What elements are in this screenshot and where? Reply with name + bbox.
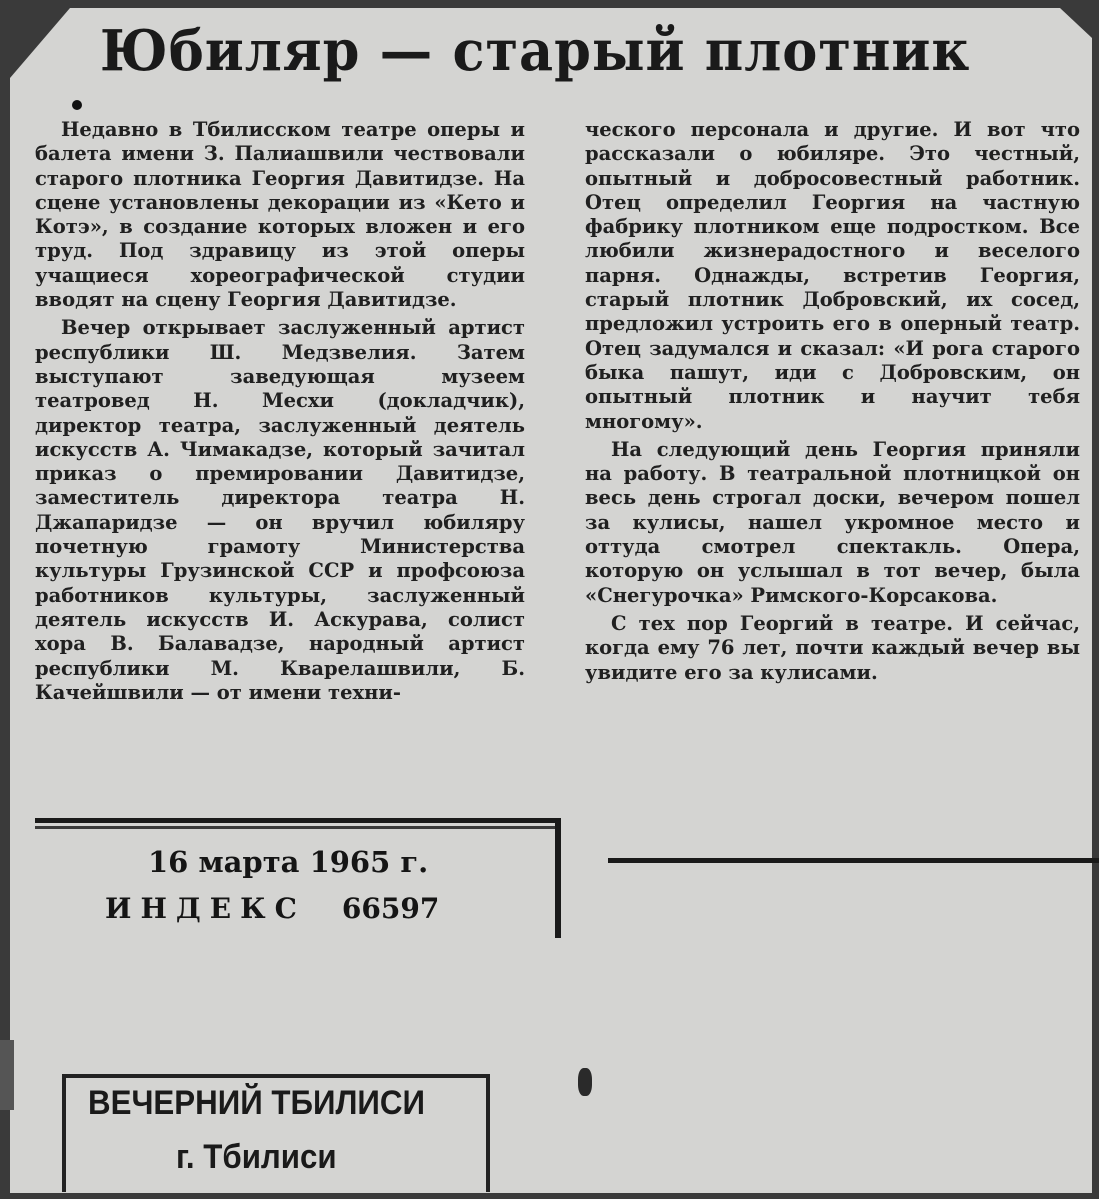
column-rule-left: [35, 818, 555, 823]
ink-smudge: [578, 1068, 592, 1096]
stamp-city: г. Тбилиси: [176, 1138, 337, 1176]
stamp-newspaper-name: ВЕЧЕРНИЙ ТБИЛИСИ: [88, 1084, 425, 1122]
index-number: 66597: [341, 892, 440, 925]
index-label: ИНДЕКС: [105, 892, 306, 925]
right-column: [585, 118, 1080, 685]
column-rule-left-secondary: [35, 826, 555, 829]
right-paragraph-3: С тех пор Георгий в театре. И сейчас, когда ему 76 лет, почти каждый вечер вы увидите его за кулисами.: [585, 611, 1080, 684]
bullet-dot: [72, 100, 82, 110]
column-rule-right: [608, 858, 1099, 863]
left-column: [35, 118, 525, 705]
column-rule-vertical: [555, 818, 561, 938]
right-paragraph-2: На следующий день Георгия приняли на работу. В театральной плотницкой он весь день строгал доски, вечером пошел за кулисы, нашел укромное место и оттуда смотрел спектакль. Опера, которую он услышал в тот вечер, была «Снегурочка» Римского-Корсакова.: [585, 437, 1080, 607]
publication-date: 16 марта 1965 г.: [148, 845, 429, 879]
left-paragraph-2: Вечер открывает заслуженный артист республики Ш. Медзвелия. Затем выступают заведующая музеем театровед Н. Месхи (докладчик), директор театра, заслуженный деятель искусств А. Чимакадзе, который зачитал приказ о премировании Давитидзе, заместитель директора театра Н. Джапаридзе — он вручил юбиляру почетную грамоту Министерства культуры Грузинской ССР и профсоюза работников культуры, заслуженный деятель искусств И. Аскурава, солист хора В. Балавадзе, народный артист республики М. Кварелашвили, Б. Качейшвили — от имени техни-: [35, 316, 525, 704]
scan-edge-shadow: [0, 1040, 14, 1110]
left-paragraph-1: Недавно в Тбилисском театре оперы и балета имени З. Палиашвили чествовали старого плотника Георгия Давитидзе. На сцене установлены декорации из «Кето и Котэ», в создание которых вложен и его труд. Под здравицу из этой оперы учащиеся хореографической студии вводят на сцену Георгия Давитидзе.: [35, 118, 525, 312]
index-line: [105, 892, 439, 925]
right-paragraph-1: ческого персонала и другие. И вот что рассказали о юбиляре. Это честный, опытный и добросовестный работник. Отец определил Георгия на частную фабрику плотником еще подростком. Все любили жизнерадостного и веселого парня. Однажды, встретив Георгия, старый плотник Добровский, их сосед, предложил устроить его в оперный театр. Отец задумался и сказал: «И рога старого быка пашут, иди с Добровским, он опытный плотник и научит тебя многому».: [585, 118, 1080, 433]
article-headline: Юбиляр — старый плотник: [100, 18, 971, 84]
